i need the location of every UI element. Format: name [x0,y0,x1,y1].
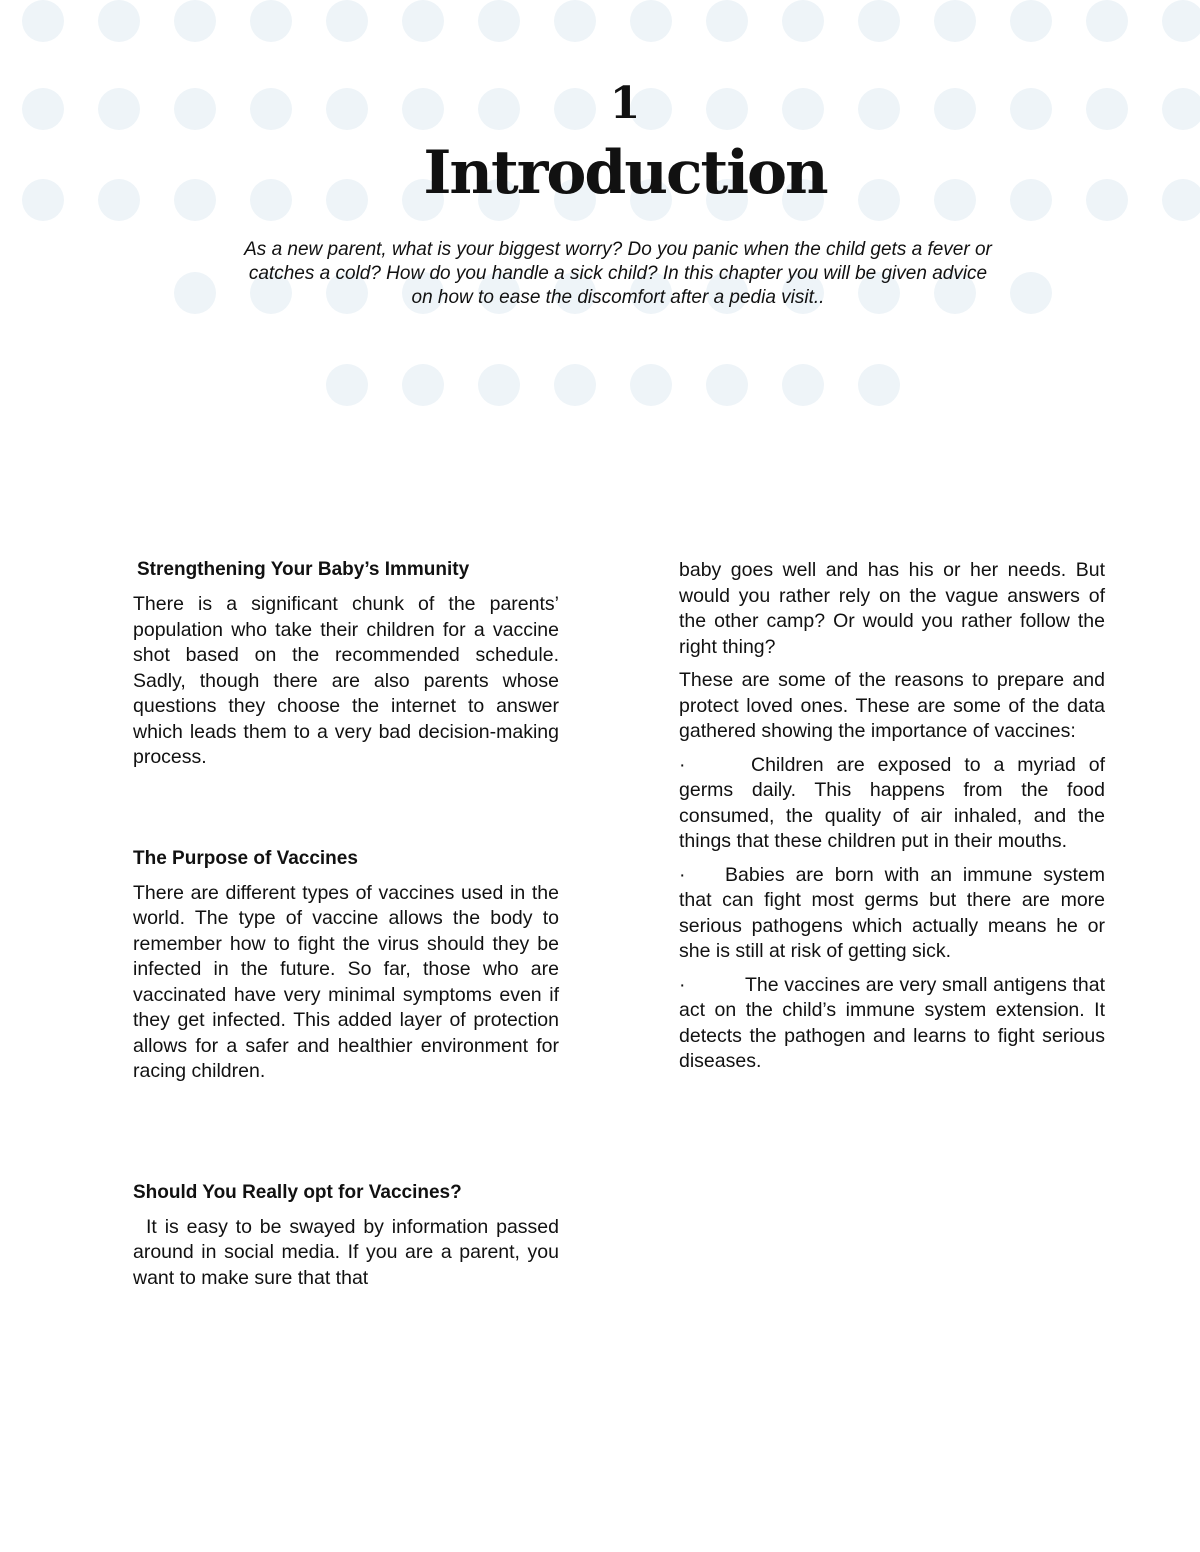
reasons-paragraph: These are some of the reasons to prepare and protect loved ones. These are some of the data gathered showing the importance of vaccines: [679,669,1105,742]
dot [1086,0,1128,42]
bullet-mark: · [679,863,686,886]
dot [934,0,976,42]
dot [858,0,900,42]
section-body: There is a significant chunk of the parents’ population who take their children for a vaccine shot based on the recommended schedule. Sadly, though there are also parents whose questions they choose the internet to answer which leads them to a very bad decision-making process. [133,593,559,768]
bullet-mark: · [679,753,686,776]
dot [782,364,824,406]
continued-paragraph: baby goes well and has his or her needs. But would you rather rely on the vague answers of the other camp? Or would you rather follow the right thing? [679,559,1105,658]
dot [706,0,748,42]
right-column [679,558,1105,1083]
section-body: It is easy to be swayed by information passed around in social media. If you are a parent, you want to make sure that that [133,1215,559,1289]
bullet-item: · The vaccines are very small antigens that act on the child’s immune system extension. It detects the pathogen and learns to fight serious diseases. [679,973,1105,1072]
dot [1010,272,1052,314]
dot [326,364,368,406]
dot [1162,0,1200,42]
dot [630,364,672,406]
dot [22,0,64,42]
section-body: There are different types of vaccines used in the world. The type of vaccine allows the body to remember how to fight the virus should they be infected in the future. So far, those who are vaccinated have very minimal symptoms even if they get infected. This added layer of protection allows for a safer and healthier environment for racing children. [133,881,559,1082]
dot-pattern-background [0,0,1200,470]
dot [98,0,140,42]
bullet-mark: · [679,973,686,996]
chapter-intro: As a new parent, what is your biggest worry? Do you panic when the child gets a fever or catches a cold? How do you handle a sick child? In this chapter you will be given advice on how to ease the discomfort after a pedia visit.. [244,239,992,308]
section-heading: Should You Really opt for Vaccines? [133,1181,462,1203]
dot [326,0,368,42]
bullet-item: · Children are exposed to a myriad of germs daily. This happens from the food consumed, the quality of air inhaled, and the things that these children put in their mouths. [679,753,1105,852]
dot [402,0,444,42]
dot [630,0,672,42]
dot [858,364,900,406]
left-column [133,558,559,1299]
dot [478,364,520,406]
dot [554,0,596,42]
section-heading: Strengthening Your Baby’s Immunity [137,559,470,580]
dot [250,0,292,42]
chapter-title: Introduction [423,138,827,208]
dot [402,364,444,406]
dot [706,364,748,406]
dot [478,0,520,42]
dot [1010,0,1052,42]
chapter-number: 1 [609,78,641,129]
bullet-item: · Babies are born with an immune system that can fight most germs but there are more serious pathogens which actually means he or she is still at risk of getting sick. [679,863,1105,962]
dot [174,0,216,42]
section-heading: The Purpose of Vaccines [133,847,358,869]
dot [782,0,824,42]
dot [174,272,216,314]
dot [554,364,596,406]
